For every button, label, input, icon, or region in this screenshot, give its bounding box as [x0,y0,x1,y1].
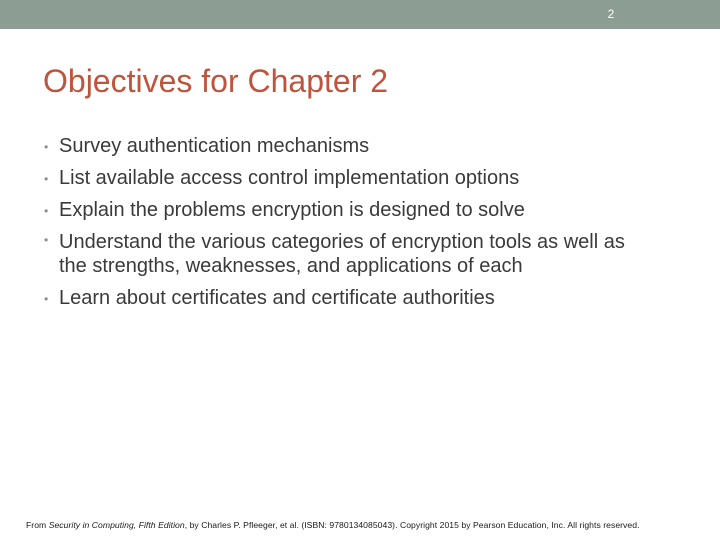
bullet-dot-icon: • [44,204,49,218]
bullet-text: Survey authentication mechanisms [59,135,370,157]
bullet-dot-icon: • [44,233,49,247]
bullet-item [44,163,654,194]
bullet-dot-icon: • [44,172,49,186]
bullet-list [44,131,654,315]
bullet-item [44,131,654,162]
bullet-dot-icon: • [44,292,49,306]
bullet-item [44,195,654,226]
top-bar [0,0,720,29]
bullet-text: Learn about certificates and certificate authorities [59,287,495,309]
footer-suffix: , by Charles P. Pfleeger, et al. (ISBN: 9780134085043). Copyright 2015 by Pearson Education, Inc. All rights reserved. [184,520,640,530]
copyright-footer [26,520,716,530]
footer-prefix: From [26,520,49,530]
bullet-item [44,227,654,278]
bullet-text: Understand the various categories of encryption tools as well as the strengths, weaknesses, and applications of each [59,231,625,277]
bullet-item [44,283,654,314]
bullet-dot-icon: • [44,140,49,154]
footer-book-title: Security in Computing, Fifth Edition [48,520,185,530]
slide-number: 2 [607,7,615,21]
bullet-text: Explain the problems encryption is designed to solve [59,199,525,221]
bullet-text: List available access control implementation options [59,167,520,189]
slide-title: Objectives for Chapter 2 [43,63,389,99]
